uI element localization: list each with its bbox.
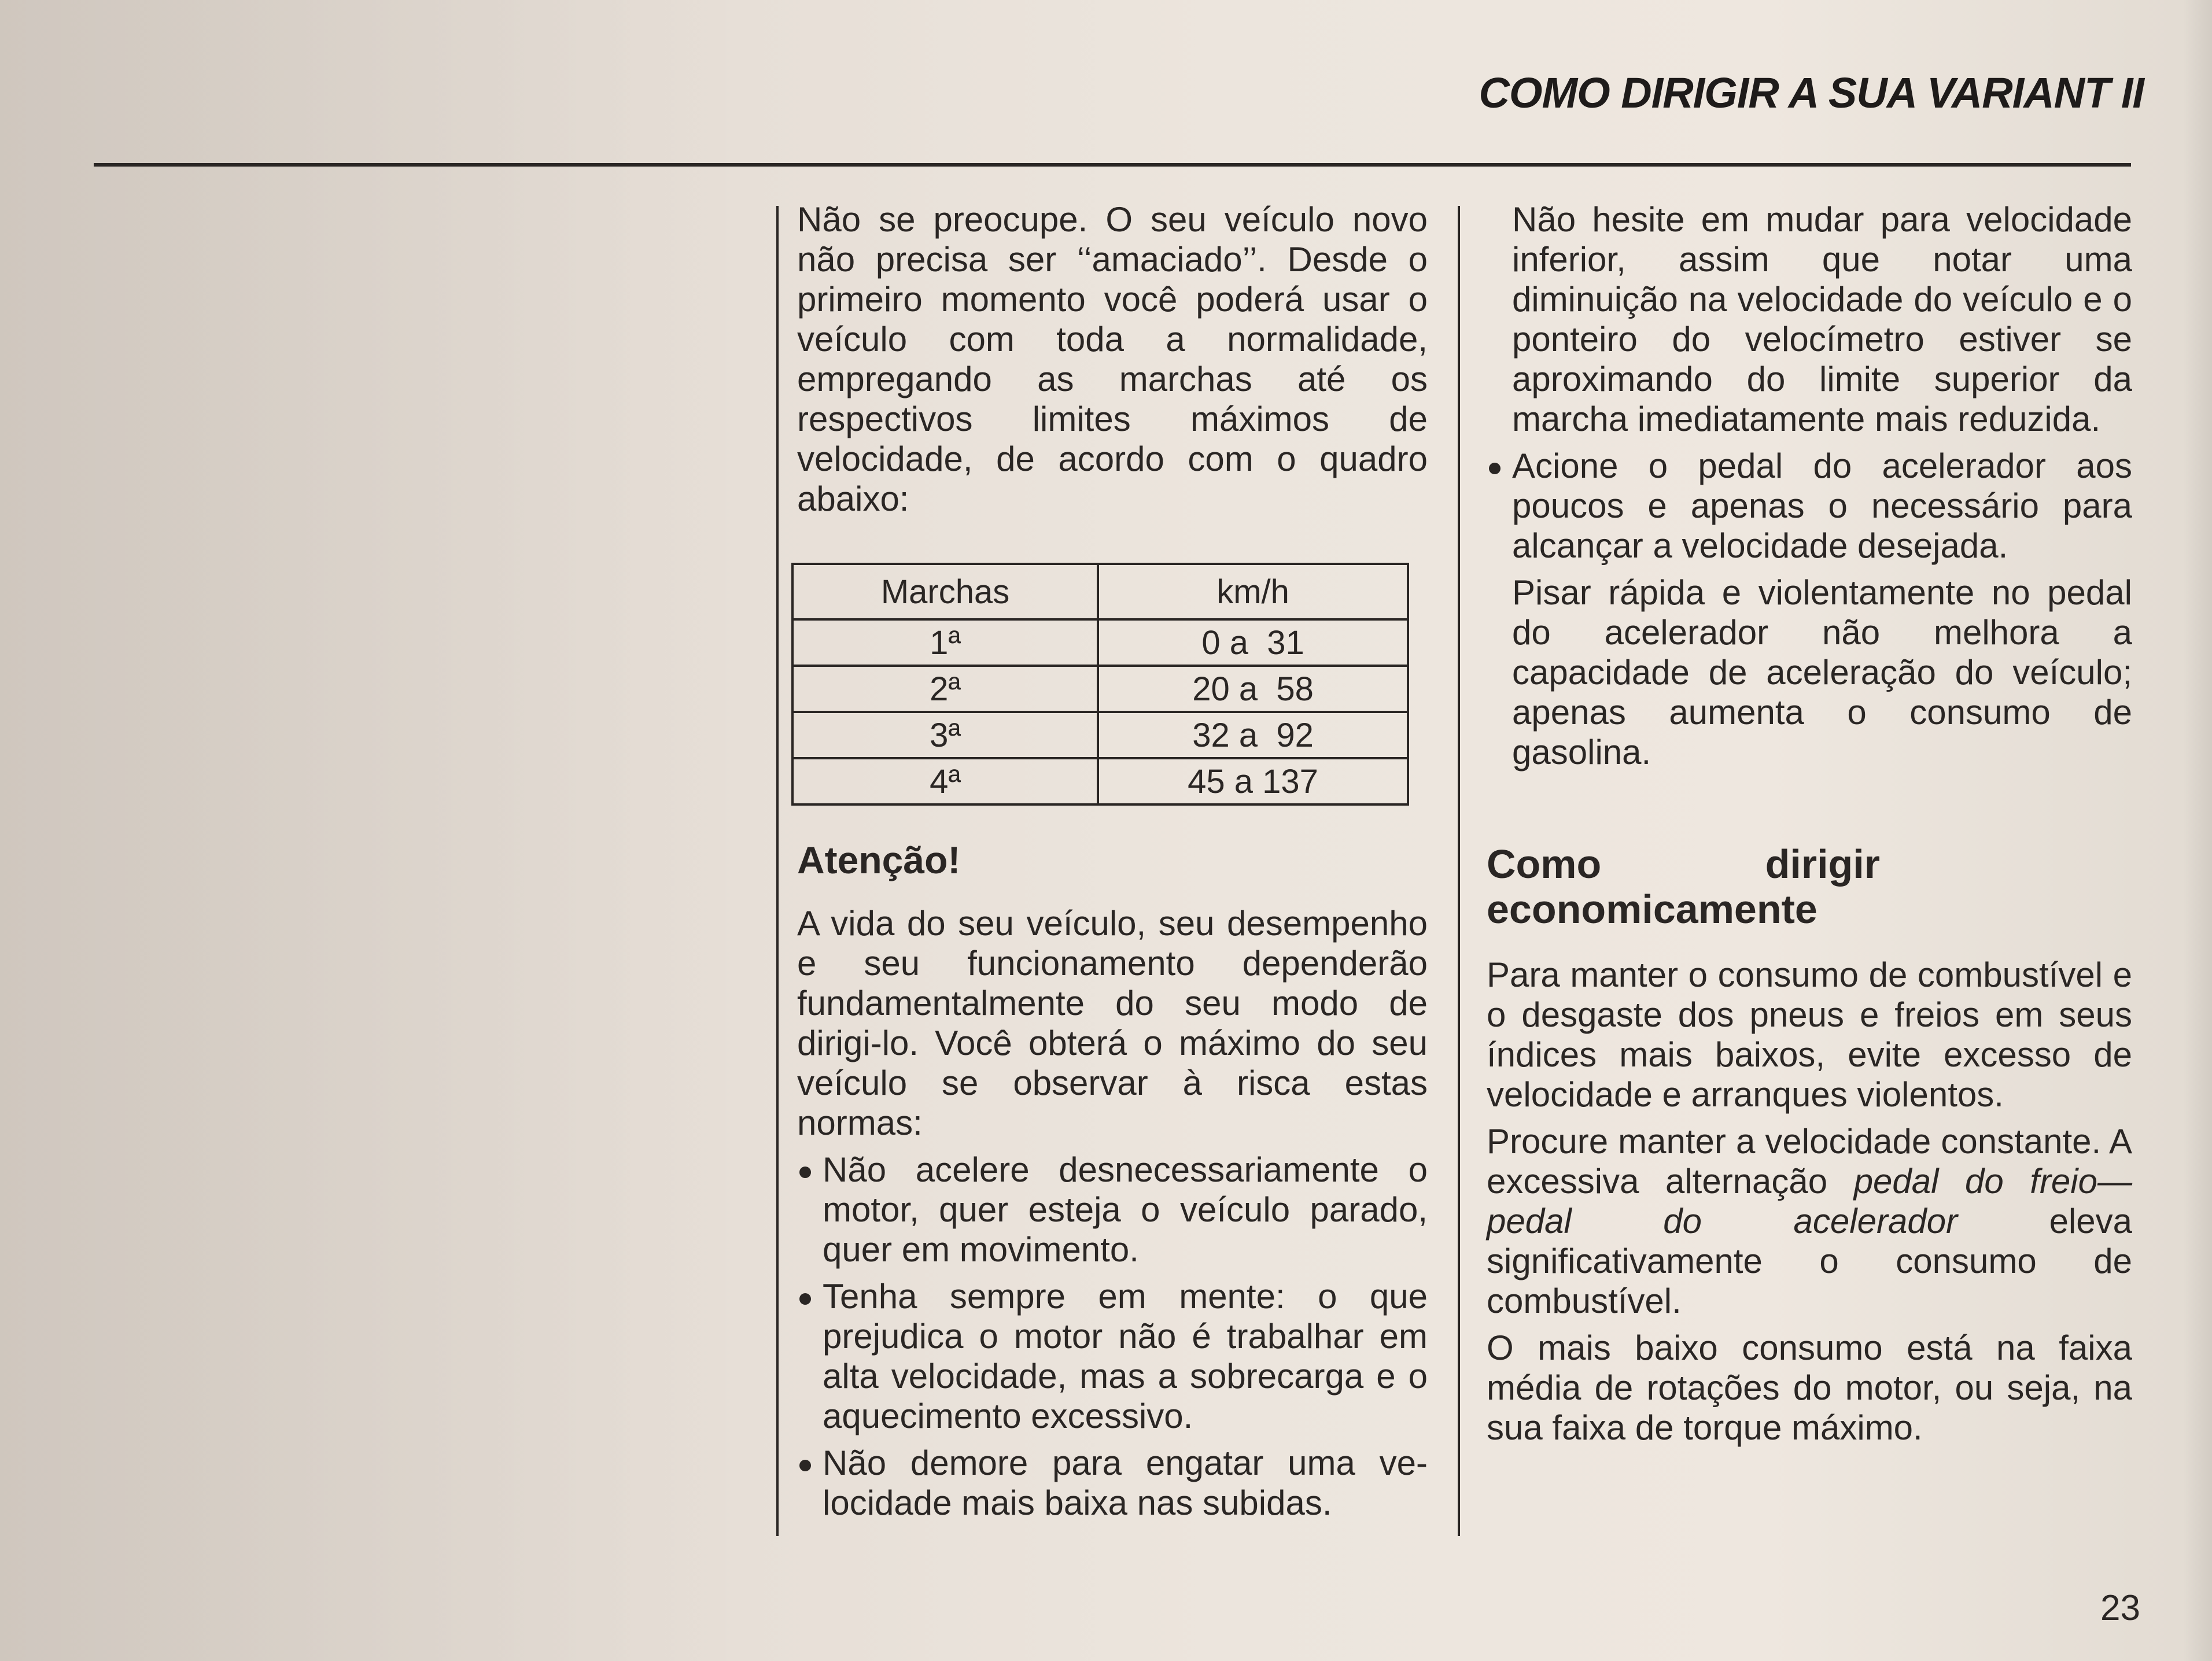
intro-paragraph: Não se preocupe. O seu veículo novo não precisa ser ‘‘amaciado’’. Desde o primeiro momento você poderá usar o veículo com toda a normalidade, empregando as marchas até os respectivos limites máximos de velocidade, de acordo com o quadro abaixo:: [797, 200, 1428, 518]
economy-paragraph-1: Para manter o consumo de combustível e o desgaste dos pneus e freios em seus índices mais baixos, evite excesso de velocidade e arranques violentos.: [1487, 955, 2132, 1114]
table-header-speed: km/h: [1098, 564, 1408, 619]
header-rule: [94, 163, 2131, 167]
facing-page-shadow: [0, 0, 752, 1661]
center-column-rule: [1458, 206, 1460, 1536]
table-row: [792, 758, 1408, 804]
gear-cell: 3ª: [792, 712, 1098, 758]
running-head: COMO DIRIGIR A SUA VARIANT II: [1479, 69, 2144, 117]
attention-paragraph: A vida do seu veículo, seu desempenho e seu funcionamento dependerão fundamentalmente do seu modo de dirigi-lo. Você obterá o máximo do seu veículo se observar à risca estas normas:: [797, 904, 1428, 1142]
table-row: [792, 712, 1408, 758]
continued-paragraph: Não hesite em mudar para velocidade inferior, assim que notar uma diminuição na velocidade do veículo e o ponteiro do velocímetro estiver se aproximando do limite superior da marcha imediatamente mais reduzida.: [1512, 200, 2132, 438]
speed-cell: 20 a 58: [1098, 666, 1408, 712]
table-row: [792, 619, 1408, 666]
paragraph-italic-text: pedal do freio—pedal do acelerador: [1487, 1162, 2132, 1241]
paragraph-text: eleva significativamente o consumo de combustível.: [1487, 1202, 2133, 1320]
list-item: Não acelere desnecessariamente o motor, quer esteja o veículo parado, quer em movimento.: [797, 1150, 1428, 1269]
right-column: [1487, 200, 2132, 1455]
list-item: Acione o pedal do acelerador aos poucos e apenas o necessário para alcançar a velocidade desejada.: [1487, 446, 2132, 566]
table-row: [792, 666, 1408, 712]
table-header-row: [792, 564, 1408, 619]
speed-cell: 32 a 92: [1098, 712, 1408, 758]
speed-cell: 45 a 137: [1098, 758, 1408, 804]
attention-heading: Atenção!: [797, 839, 961, 881]
page-edge-shadow: [2183, 0, 2212, 1661]
speed-cell: 0 a 31: [1098, 619, 1408, 666]
list-item: Tenha sempre em mente: o que prejudica o motor não é trabalhar em alta velocidade, mas a sobrecarga e o aquecimento excessivo.: [797, 1276, 1428, 1436]
gear-cell: 1ª: [792, 619, 1098, 666]
bullet-continuation: Pisar rápida e violentamente no pedal do acelerador não melhora a capacidade de aceleração do veículo; apenas aumenta o consumo de gasolina.: [1512, 573, 2132, 772]
gear-cell: 2ª: [792, 666, 1098, 712]
section-heading: Como dirigir economicamente: [1487, 841, 1880, 932]
economy-paragraph-2: [1487, 1121, 2132, 1321]
left-column-rule: [776, 206, 779, 1536]
list-item: Não demore para engatar uma velocidade mais baixa nas subidas.: [797, 1443, 1428, 1523]
economy-paragraph-3: O mais baixo consumo está na faixa média de rotações do motor, ou seja, na sua faixa de torque máximo.: [1487, 1328, 2132, 1447]
page-number: 23: [2100, 1588, 2140, 1628]
table-header-gears: Marchas: [792, 564, 1098, 619]
paragraph-text: Procure manter a velocidade constante. A excessiva alternação: [1487, 1122, 2132, 1201]
left-column: [797, 200, 1428, 1530]
gear-cell: 4ª: [792, 758, 1098, 804]
gear-speed-table: [791, 563, 1409, 806]
